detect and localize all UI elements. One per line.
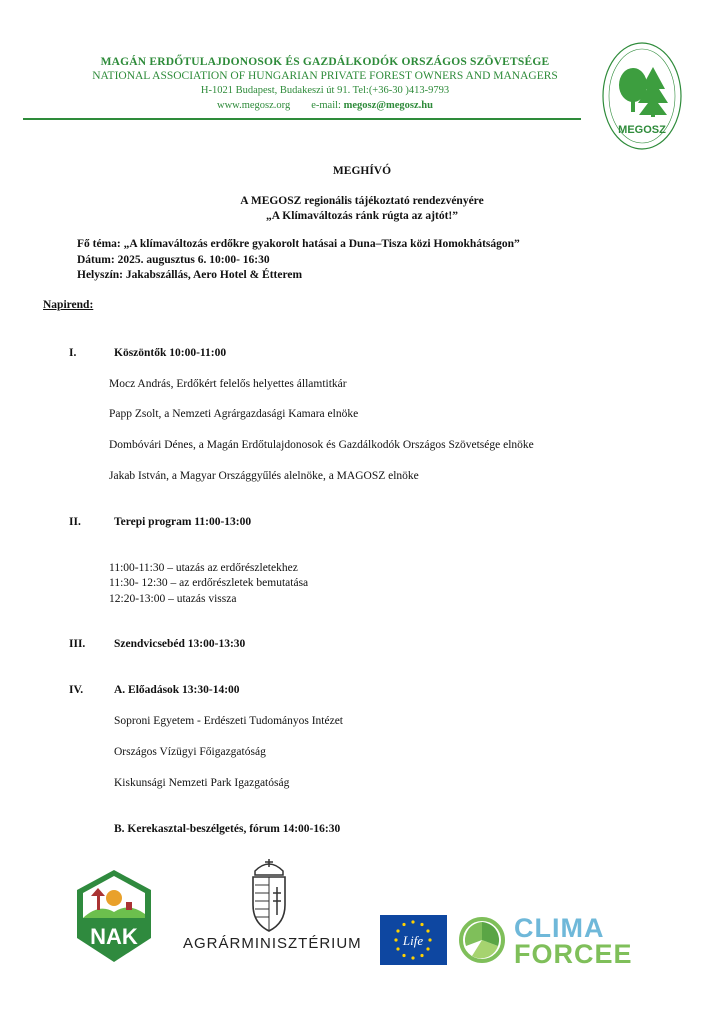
section-number: III.: [69, 638, 86, 650]
life-text: Life: [402, 933, 424, 948]
list-item: 11:00-11:30 – utazás az erdőrészletekhez: [109, 562, 298, 574]
section-title: Terepi program 11:00-13:00: [114, 516, 252, 528]
event-location: Helyszín: Jakabszállás, Aero Hotel & Étterem: [77, 269, 303, 281]
nak-text: NAK: [90, 924, 138, 949]
climaforcee-logo-icon: [458, 916, 506, 964]
email-link[interactable]: megosz@megosz.hu: [343, 100, 433, 111]
nak-logo: [74, 868, 154, 964]
section-number: II.: [69, 516, 81, 528]
org-contacts: [30, 100, 620, 111]
list-item: Országos Vízügyi Főigazgatóság: [114, 746, 266, 758]
list-item: Kiskunsági Nemzeti Park Igazgatóság: [114, 777, 290, 789]
forcee-text: FORCEE: [514, 939, 633, 969]
email-label: e-mail:: [311, 100, 341, 111]
agenda-heading: Napirend:: [43, 299, 94, 311]
eu-life-logo: [380, 915, 447, 965]
hungarian-coat-of-arms-icon: [247, 857, 291, 933]
website-link[interactable]: www.megosz.org: [217, 100, 291, 111]
list-item: 12:20-13:00 – utazás vissza: [109, 593, 237, 605]
list-item: Soproni Egyetem - Erdészeti Tudományos Intézet: [114, 715, 344, 727]
logo-text: MEGOSZ: [618, 124, 666, 136]
org-name-en: NATIONAL ASSOCIATION OF HUNGARIAN PRIVATE FOREST OWNERS AND MANAGERS: [92, 70, 558, 82]
header-divider: [23, 118, 581, 120]
clima-text: CLIMA: [514, 913, 605, 943]
section-subtitle: B. Kerekasztal-beszélgetés, fórum 14:00-16:30: [114, 823, 341, 835]
section-title: Köszöntők 10:00-11:00: [114, 347, 227, 359]
event-date: Dátum: 2025. augusztus 6. 10:00- 16:30: [77, 254, 270, 266]
list-item: 11:30- 12:30 – az erdőrészletek bemutatása: [109, 577, 309, 589]
list-item: Mocz András, Erdőkért felelős helyettes államtitkár: [109, 378, 347, 390]
list-item: Jakab István, a Magyar Országgyűlés alelnöke, a MAGOSZ elnöke: [109, 470, 419, 482]
invitation-title: MEGHÍVÓ: [332, 165, 392, 177]
org-name-hu: MAGÁN ERDŐTULAJDONOSOK ÉS GAZDÁLKODÓK ORSZÁGOS SZÖVETSÉGE: [100, 56, 550, 68]
main-topic: Fő téma: „A klímaváltozás erdőkre gyakorolt hatásai a Duna–Tisza közi Homokhátságon”: [77, 238, 520, 250]
section-title: A. Előadások 13:30-14:00: [114, 684, 240, 696]
event-line-1: A MEGOSZ regionális tájékoztató rendezvényére: [240, 195, 484, 207]
section-number: IV.: [69, 684, 84, 696]
list-item: Dombóvári Dénes, a Magán Erdőtulajdonosok és Gazdálkodók Országos Szövetsége elnöke: [109, 439, 534, 451]
megosz-logo: [601, 41, 683, 151]
list-item: Papp Zsolt, a Nemzeti Agrárgazdasági Kamara elnöke: [109, 408, 359, 420]
section-number: I.: [69, 347, 77, 359]
org-address: H-1021 Budapest, Budakeszi út 91. Tel:(+36-30 )413-9793: [200, 85, 450, 96]
event-line-2: „A Klímaváltozás ránk rúgta az ajtót!”: [266, 210, 458, 222]
ministry-name: AGRÁRMINISZTÉRIUM: [183, 935, 362, 952]
section-title: Szendvicsebéd 13:00-13:30: [114, 638, 246, 650]
